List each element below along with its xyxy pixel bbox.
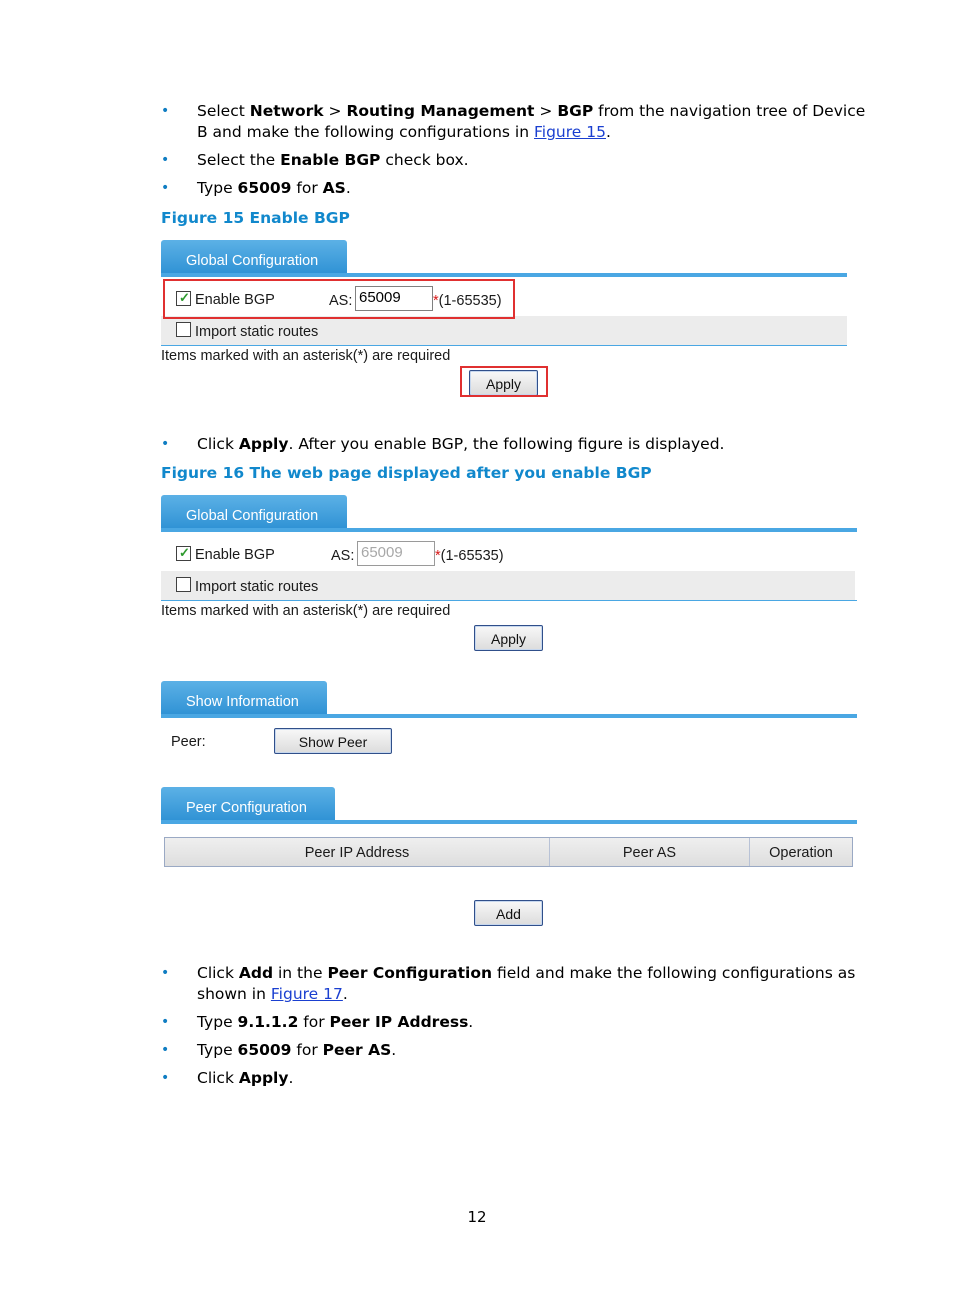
import-static-row — [161, 571, 855, 601]
bullet-text: Click — [197, 1069, 234, 1087]
tab-underline — [161, 528, 857, 532]
figure-16-caption: Figure 16 The web page displayed after you enable BGP — [161, 464, 652, 482]
figure-15-link[interactable]: Figure 15 — [534, 123, 606, 141]
required-star: * — [433, 293, 439, 309]
as-input[interactable]: 65009 — [355, 286, 433, 311]
required-star: * — [435, 548, 441, 564]
bullet-text: . — [468, 1013, 474, 1031]
highlight-box — [460, 366, 548, 397]
bold-term: Peer Configuration — [327, 964, 493, 982]
as-range-text: (1-65535) — [440, 548, 504, 564]
bullet-text: for — [296, 179, 318, 197]
bold-term: Add — [238, 964, 274, 982]
enable-bgp-label: Enable BGP — [195, 292, 275, 308]
bullet-dot: • — [161, 180, 170, 196]
as-input-disabled: 65009 — [357, 541, 435, 566]
apply-button[interactable]: Apply — [469, 370, 538, 396]
as-label: AS: — [331, 548, 355, 564]
bullet-text: Type — [197, 1013, 233, 1031]
enable-bgp-checkbox[interactable] — [176, 546, 191, 561]
enable-bgp-row — [161, 541, 857, 571]
import-static-label: Import static routes — [195, 324, 319, 340]
bullet-item — [161, 150, 871, 171]
bullet-text: Select the — [197, 151, 276, 169]
tab-peer-configuration[interactable]: Peer Configuration — [161, 787, 335, 824]
required-note: Items marked with an asterisk(*) are required — [161, 603, 451, 619]
global-config-tabbar — [161, 240, 847, 277]
apply-button[interactable]: Apply — [474, 625, 543, 651]
bullet-text: from the navigation tree of Device B and make the following configurations in — [197, 102, 866, 141]
bullet-dot: • — [161, 436, 170, 452]
bullet-text: Click — [197, 435, 234, 453]
column-header-peer-ip-address: Peer IP Address — [165, 838, 550, 866]
bold-term: Peer AS — [322, 1041, 392, 1059]
bullet-text: . — [391, 1041, 397, 1059]
menu-path-bgp: BGP — [557, 102, 594, 120]
tab-underline — [161, 820, 857, 824]
show-peer-button[interactable]: Show Peer — [274, 728, 392, 754]
peer-table-header — [164, 837, 853, 867]
column-header-operation: Operation — [750, 838, 852, 866]
bullet-text: check box. — [385, 151, 469, 169]
enable-bgp-label: Enable BGP — [195, 547, 275, 563]
highlight-box — [163, 279, 515, 319]
figure-17-link[interactable]: Figure 17 — [270, 985, 343, 1003]
bullet-dot: • — [161, 1042, 170, 1058]
required-note: Items marked with an asterisk(*) are required — [161, 348, 451, 364]
bullet-text: . — [288, 1069, 294, 1087]
check-icon: ✓ — [179, 545, 190, 560]
column-header-peer-as: Peer AS — [550, 838, 750, 866]
tab-show-information[interactable]: Show Information — [161, 681, 327, 718]
add-button[interactable]: Add — [474, 900, 543, 926]
bullet-item — [161, 178, 871, 199]
path-separator: > — [539, 102, 553, 120]
bullet-item — [161, 963, 871, 1005]
import-static-label: Import static routes — [195, 579, 319, 595]
bullet-dot: • — [161, 965, 170, 981]
peer-label: Peer: — [171, 734, 206, 750]
bold-term: Peer IP Address — [329, 1013, 469, 1031]
figure-15-caption: Figure 15 Enable BGP — [161, 209, 350, 227]
bullet-text: field and make the following configurations as shown in — [197, 964, 856, 1003]
bullet-item — [161, 1012, 871, 1033]
bullet-text: . — [605, 123, 611, 141]
bullet-text: Type — [197, 179, 233, 197]
tab-global-configuration[interactable]: Global Configuration — [161, 495, 347, 532]
import-static-checkbox[interactable] — [176, 322, 191, 337]
bullet-dot: • — [161, 152, 170, 168]
bullet-text: for — [303, 1013, 325, 1031]
menu-path-routing-management: Routing Management — [346, 102, 535, 120]
as-range-hint — [435, 548, 504, 564]
tab-global-configuration[interactable]: Global Configuration — [161, 240, 347, 277]
section-divider — [161, 345, 847, 346]
bullet-item — [161, 434, 871, 455]
bold-term: 65009 — [237, 179, 292, 197]
bold-term: Apply — [238, 1069, 289, 1087]
bullet-text: . — [345, 179, 351, 197]
as-range-text: (1-65535) — [438, 293, 502, 309]
menu-path-network: Network — [249, 102, 324, 120]
bullet-item — [161, 1040, 871, 1061]
section-divider — [161, 600, 857, 601]
figure-16-global-panel — [161, 495, 857, 605]
bullet-text: . — [342, 985, 348, 1003]
bold-term: 65009 — [237, 1041, 292, 1059]
bullet-text: for — [296, 1041, 318, 1059]
tab-underline — [161, 273, 847, 277]
bold-term: 9.1.1.2 — [237, 1013, 299, 1031]
bold-term: Apply — [238, 435, 289, 453]
peer-config-tabbar — [161, 787, 857, 824]
as-label: AS: — [329, 293, 353, 309]
bullet-dot: • — [161, 103, 170, 119]
bullet-item — [161, 1068, 871, 1089]
path-separator: > — [328, 102, 342, 120]
show-information-panel — [161, 681, 857, 761]
tab-underline — [161, 714, 857, 718]
bullet-text: Type — [197, 1041, 233, 1059]
check-icon: ✓ — [179, 290, 190, 305]
import-static-checkbox[interactable] — [176, 577, 191, 592]
bold-term: Enable BGP — [280, 151, 381, 169]
page-number: 12 — [467, 1208, 487, 1226]
bold-term: AS — [322, 179, 346, 197]
import-static-row — [161, 316, 847, 346]
bullet-text: Select — [197, 102, 245, 120]
bullet-item — [161, 101, 871, 143]
global-config-tabbar — [161, 495, 857, 532]
show-info-tabbar — [161, 681, 857, 718]
bullet-dot: • — [161, 1014, 170, 1030]
bullet-text: Click — [197, 964, 234, 982]
bullet-text: in the — [278, 964, 323, 982]
bullet-text: . After you enable BGP, the following figure is displayed. — [288, 435, 725, 453]
bullet-dot: • — [161, 1070, 170, 1086]
